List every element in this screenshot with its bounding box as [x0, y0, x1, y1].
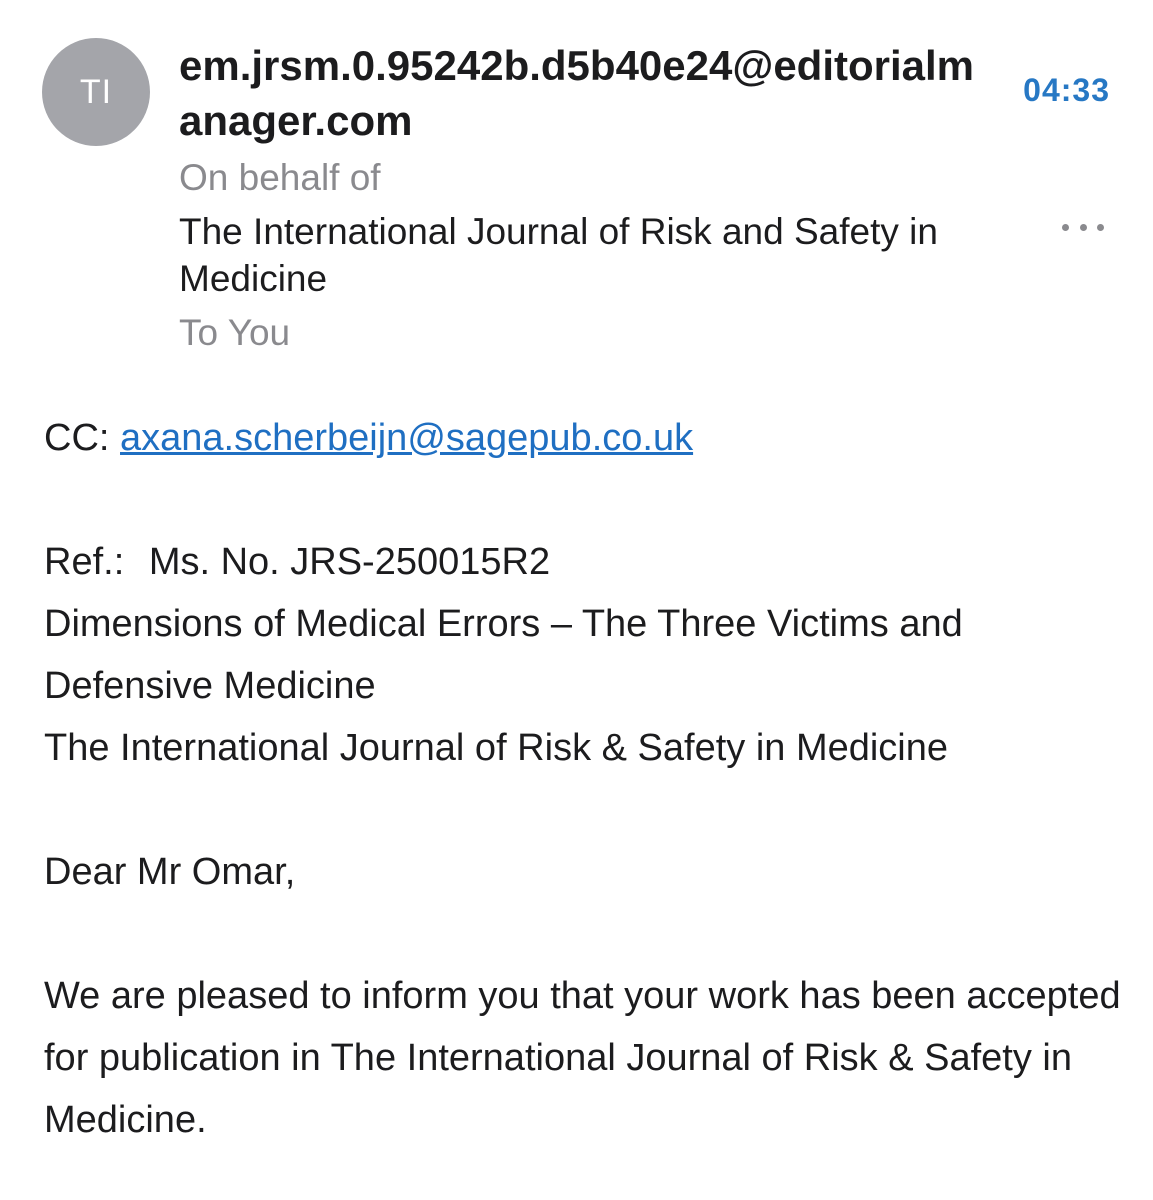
recipient-line[interactable]: To You: [179, 312, 291, 353]
message-body: [44, 407, 1124, 1151]
article-title: Dimensions of Medical Errors – The Three Victims and Defensive Medicine: [44, 603, 963, 707]
reference-line: [44, 531, 1124, 593]
sender-email[interactable]: em.jrsm.0.95242b.d5b40e24@editorialmanager.com: [179, 42, 975, 144]
journal-name: The International Journal of Risk & Safety in Medicine: [44, 727, 949, 769]
spacer: [44, 779, 1124, 841]
more-dot: [1097, 224, 1104, 231]
on-behalf-label: On behalf of: [179, 157, 381, 198]
message-header: [0, 0, 1153, 380]
more-options-icon[interactable]: [1062, 204, 1104, 250]
cc-line: [44, 407, 1124, 469]
message-paragraph: We are pleased to inform you that your work has been accepted for publication in The International Journal of Risk & Safety in Medicine.: [44, 975, 1121, 1141]
manuscript-number: Ms. No. JRS-250015R2: [148, 541, 551, 583]
more-dot: [1062, 224, 1069, 231]
sender-avatar[interactable]: TI: [42, 38, 150, 146]
cc-label: CC:: [44, 417, 110, 459]
cc-email-link[interactable]: axana.scherbeijn@sagepub.co.uk: [120, 417, 694, 459]
salutation: Dear Mr Omar,: [44, 851, 296, 893]
spacer: [44, 903, 1124, 965]
more-dot: [1080, 224, 1087, 231]
ref-label: Ref.:: [44, 541, 125, 583]
on-behalf-name[interactable]: The International Journal of Risk and Safety in Medicine: [179, 211, 938, 299]
spacer: [44, 469, 1124, 531]
message-time: 04:33: [1023, 72, 1110, 108]
